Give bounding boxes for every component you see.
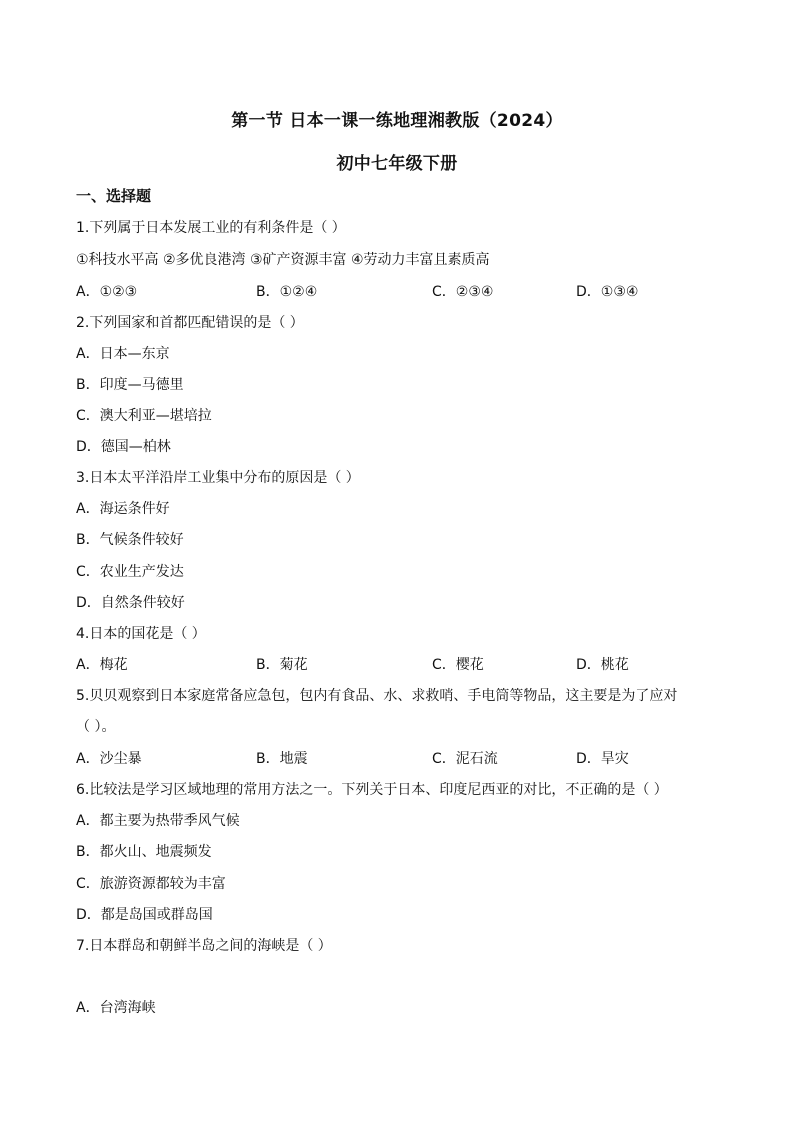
question-5-option-b[interactable]: B．地震 [256,751,308,767]
question-4-option-c[interactable]: C．樱花 [432,657,484,673]
question-2-stem: 2.下列国家和首都匹配错误的是（ ） [76,315,304,331]
question-1-stem: 1.下列属于日本发展工业的有利条件是（ ） [76,220,346,236]
question-5-stem-continued: （ ）。 [76,719,116,735]
question-4-option-a[interactable]: A．梅花 [76,657,128,673]
question-7-option-a[interactable]: A．台湾海峡 [76,1000,156,1016]
question-3-stem: 3.日本太平洋沿岸工业集中分布的原因是（ ） [76,470,360,486]
question-3-option-a[interactable]: A．海运条件好 [76,501,170,517]
question-5-option-c[interactable]: C．泥石流 [432,751,498,767]
question-2-option-b[interactable]: B．印度—马德里 [76,377,184,393]
document-subtitle: 初中七年级下册 [336,154,458,174]
question-2-option-d[interactable]: D．德国—柏林 [76,439,171,455]
question-6-stem: 6.比较法是学习区域地理的常用方法之一。下列关于日本、印度尼西亚的对比，不正确的是（ ） [76,782,668,798]
document-title: 第一节 日本一课一练地理湘教版（2024） [231,111,563,131]
question-3-option-d[interactable]: D．自然条件较好 [76,595,185,611]
question-6-option-b[interactable]: B．都火山、地震频发 [76,844,212,860]
question-4-option-d[interactable]: D．桃花 [576,657,629,673]
question-1-option-c[interactable]: C．②③④ [432,284,494,300]
question-5-stem: 5.贝贝观察到日本家庭常备应急包，包内有食品、水、求救哨、手电筒等物品，这主要是为了应对 [76,688,678,704]
question-6-option-a[interactable]: A．都主要为热带季风气候 [76,813,240,829]
question-6-option-d[interactable]: D．都是岛国或群岛国 [76,907,213,923]
question-1-option-d[interactable]: D．①③④ [576,284,639,300]
question-7-stem: 7.日本群岛和朝鲜半岛之间的海峡是（ ） [76,938,332,954]
question-3-option-b[interactable]: B．气候条件较好 [76,532,184,548]
question-4-option-b[interactable]: B．菊花 [256,657,308,673]
question-1-option-a[interactable]: A．①②③ [76,284,138,300]
question-1-option-b[interactable]: B．①②④ [256,284,318,300]
question-2-option-c[interactable]: C．澳大利亚—堪培拉 [76,408,212,424]
question-3-option-c[interactable]: C．农业生产发达 [76,564,184,580]
question-4-stem: 4.日本的国花是（ ） [76,626,206,642]
question-2-option-a[interactable]: A．日本—东京 [76,346,170,362]
question-5-option-d[interactable]: D．旱灾 [576,751,629,767]
question-5-option-a[interactable]: A．沙尘暴 [76,751,142,767]
section-heading: 一、选择题 [76,187,152,205]
question-1-conditions: ①科技水平高 ②多优良港湾 ③矿产资源丰富 ④劳动力丰富且素质高 [76,252,490,268]
question-6-option-c[interactable]: C．旅游资源都较为丰富 [76,876,226,892]
